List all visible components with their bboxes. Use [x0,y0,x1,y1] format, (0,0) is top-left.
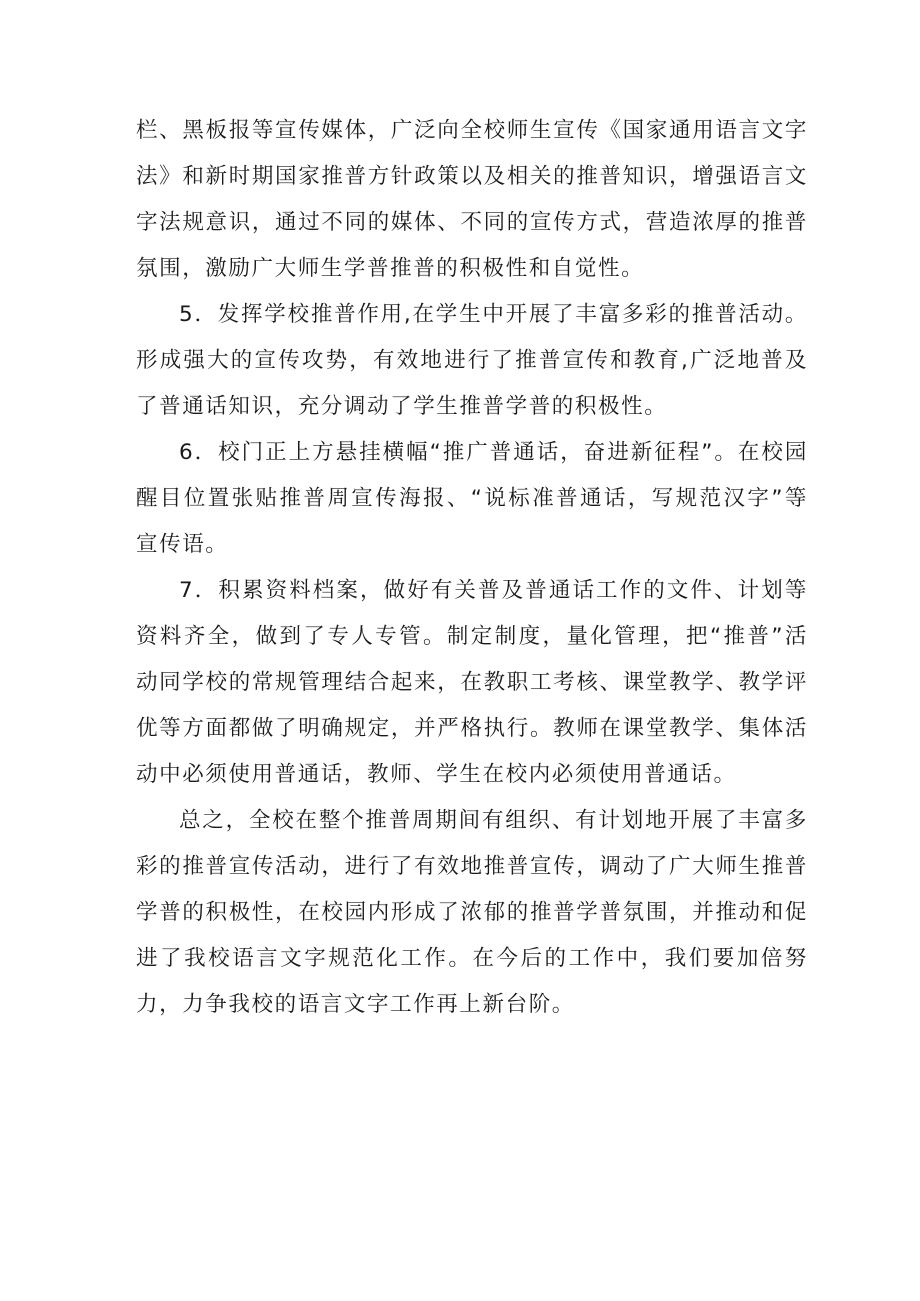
paragraph-item-5: 5．发挥学校推普作用,在学生中开展了丰富多彩的推普活动。形成强大的宣传攻势，有效地进行了推普宣传和教育,广泛地普及了普通话知识，充分调动了学生推普学普的积极性。 [136,302,808,419]
paragraph-publicity-media: 栏、黑板报等宣传媒体，广泛向全校师生宣传《国家通用语言文字法》和新时期国家推普方针政策以及相关的推普知识，增强语言文字法规意识，通过不同的媒体、不同的宣传方式，营造浓厚的推普氛围，激励广大师生学普推普的积极性和自觉性。 [136,118,808,281]
document-page [136,108,808,1028]
paragraph-item-6: 6．校门正上方悬挂横幅“推广普通话，奋进新征程”。在校园醒目位置张贴推普周宣传海报、“说标准普通话，写规范汉字”等宣传语。 [136,440,808,557]
paragraph-item-7: 7．积累资料档案，做好有关普及普通话工作的文件、计划等资料齐全，做到了专人专管。制定制度，量化管理，把“推普”活动同学校的常规管理结合起来，在教职工考核、课堂教学、教学评优等方面都做了明确规定，并严格执行。教师在课堂教学、集体活动中必须使用普通话，教师、学生在校内必须使用普通话。 [136,578,808,787]
paragraph-conclusion: 总之，全校在整个推普周期间有组织、有计划地开展了丰富多彩的推普宣传活动，进行了有效地推普宣传，调动了广大师生推普学普的积极性，在校园内形成了浓郁的推普学普氛围，并推动和促进了我校语言文字规范化工作。在今后的工作中，我们要加倍努力，力争我校的语言文字工作再上新台阶。 [136,808,808,1017]
